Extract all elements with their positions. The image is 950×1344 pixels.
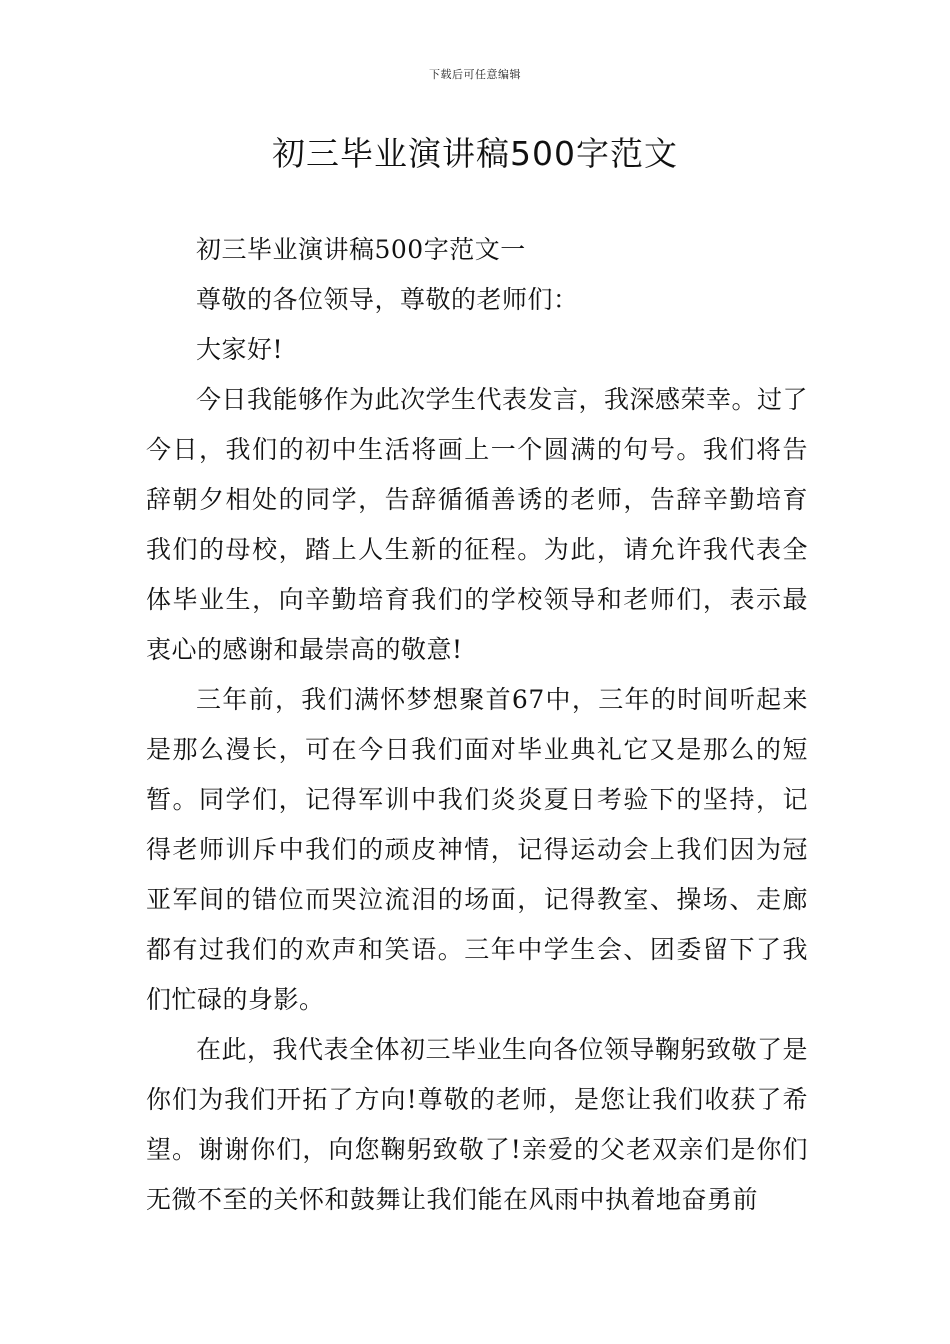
paragraph-subtitle: 初三毕业演讲稿500字范文一 xyxy=(196,235,526,264)
document-title: 初三毕业演讲稿500字范文 xyxy=(272,134,678,173)
paragraph-body: 三年前，我们满怀梦想聚首67中，三年的时间听起来是那么漫长，可在今日我们面对毕业典礼它又是那么的短暂。同学们，记得军训中我们炎炎夏日考验下的坚持，记得老师训斥中我们的顽皮神情，记得运动会上我们因为冠亚军间的错位而哭泣流泪的场面，记得教室、操场、走廊都有过我们的欢声和笑语。三年中学生会、团委留下了我们忙碌的身影。 xyxy=(146,685,808,1014)
document-body xyxy=(146,225,808,1225)
header-note: 下载后可任意编辑 xyxy=(429,68,521,81)
paragraph-body: 今日我能够作为此次学生代表发言，我深感荣幸。过了今日，我们的初中生活将画上一个圆满的句号。我们将告辞朝夕相处的同学，告辞循循善诱的老师，告辞辛勤培育我们的母校，踏上人生新的征程。为此，请允许我代表全体毕业生，向辛勤培育我们的学校领导和老师们，表示最衷心的感谢和最崇高的敬意! xyxy=(146,385,809,664)
paragraph-greeting: 大家好! xyxy=(196,335,284,364)
paragraph-body: 在此，我代表全体初三毕业生向各位领导鞠躬致敬了是你们为我们开拓了方向!尊敬的老师，是您让我们收获了希望。谢谢你们，向您鞠躬致敬了!亲爱的父老双亲们是你们无微不至的关怀和鼓舞让我们能在风雨中执着地奋勇前 xyxy=(146,1035,809,1214)
paragraph-salutation: 尊敬的各位领导，尊敬的老师们： xyxy=(196,285,579,314)
